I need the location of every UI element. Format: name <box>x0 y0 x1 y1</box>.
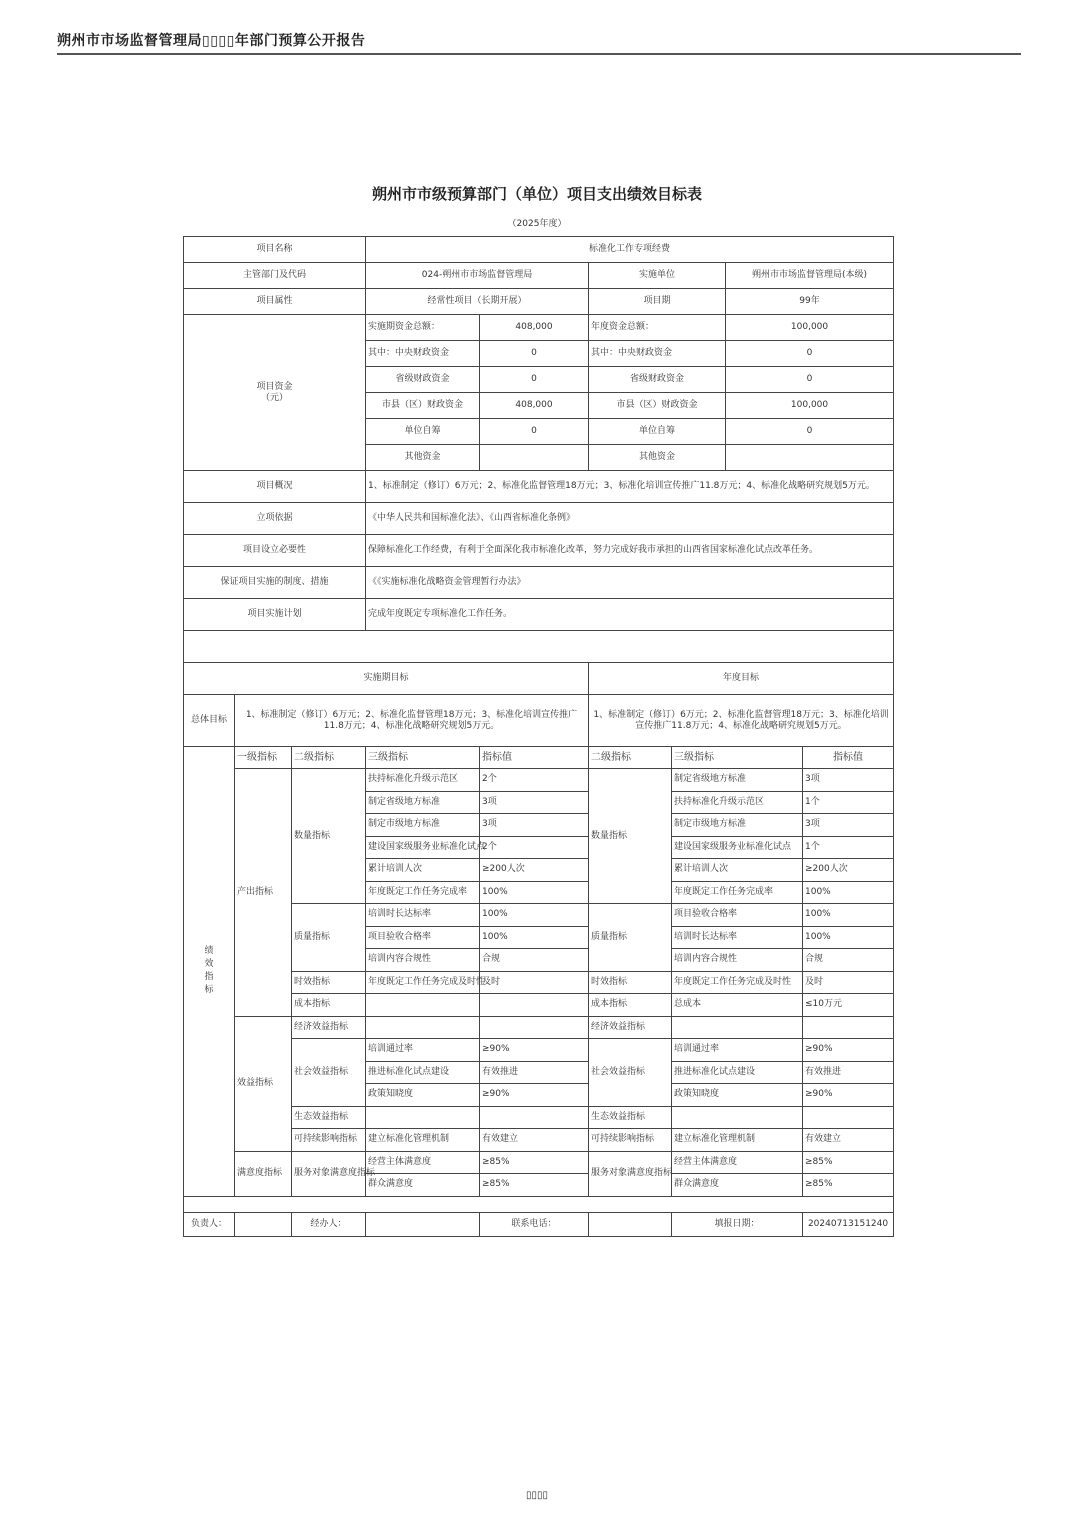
indicator-name-annual: 培训通过率 <box>672 1039 803 1062</box>
indicator-value: ≥90% <box>480 1039 589 1062</box>
overall-target-label: 总体目标 <box>184 695 235 747</box>
indicator-value <box>480 994 589 1017</box>
funds-annual-value: 100,000 <box>726 315 894 341</box>
row-plan <box>184 599 894 631</box>
funds-row <box>184 315 894 341</box>
indicator-name: 经营主体满意度 <box>366 1151 480 1174</box>
cost-indicators-label: 成本指标 <box>292 994 366 1017</box>
indicator-value-annual <box>803 1016 894 1039</box>
funds-period-label: 单位自筹 <box>366 419 480 445</box>
indicator-value: ≥90% <box>480 1084 589 1107</box>
funds-period-value: 0 <box>480 367 589 393</box>
indicator-value-annual: 3项 <box>803 814 894 837</box>
project-attribute-label: 项目属性 <box>184 289 366 315</box>
indicator-name-annual: 建设国家级服务业标准化试点 <box>672 836 803 859</box>
funds-annual-value <box>726 445 894 471</box>
row-indicator-headers <box>184 747 894 769</box>
indicator-name-annual: 培训内容合规性 <box>672 949 803 972</box>
indicator-name: 推进标准化试点建设 <box>366 1061 480 1084</box>
indicator-value-annual <box>803 1106 894 1129</box>
funds-period-label: 市县（区）财政资金 <box>366 393 480 419</box>
sustain-indicators-label: 可持续影响指标 <box>292 1129 366 1152</box>
indicator-value-annual: ≥200人次 <box>803 859 894 882</box>
indicator-value-annual: ≥85% <box>803 1174 894 1197</box>
col-value-header-annual: 指标值 <box>803 747 894 769</box>
indicator-name-annual: 年度既定工作任务完成率 <box>672 881 803 904</box>
indicator-name: 培训时长达标率 <box>366 904 480 927</box>
spacer-cell <box>184 1196 894 1212</box>
header-divider <box>57 53 1021 55</box>
economic-indicators-label-annual: 经济效益指标 <box>589 1016 672 1039</box>
period-target-header: 实施期目标 <box>184 663 589 695</box>
indicator-name-annual: 年度既定工作任务完成及时性 <box>672 971 803 994</box>
project-attribute-value: 经常性项目（长期开展） <box>366 289 589 315</box>
funds-annual-value: 0 <box>726 341 894 367</box>
col-level1-header: 一级指标 <box>235 747 292 769</box>
funds-annual-value: 100,000 <box>726 393 894 419</box>
indicator-value: 2个 <box>480 769 589 792</box>
indicator-value-annual: 100% <box>803 904 894 927</box>
output-indicators-label: 产出指标 <box>235 769 292 1017</box>
page-number: ▯▯▯▯ <box>525 1490 548 1501</box>
indicator-value <box>480 1016 589 1039</box>
row-basis <box>184 503 894 535</box>
indicator-value-annual: 1个 <box>803 836 894 859</box>
indicator-name-annual <box>672 1016 803 1039</box>
indicator-value-annual: ≤10万元 <box>803 994 894 1017</box>
indicator-value-annual: 100% <box>803 926 894 949</box>
document-year: （2025年度） <box>507 219 567 229</box>
funds-period-value: 0 <box>480 341 589 367</box>
spacer-cell <box>184 631 894 663</box>
quantity-indicators-label: 数量指标 <box>292 769 366 904</box>
indicator-row <box>184 769 894 792</box>
indicator-value-annual: ≥90% <box>803 1039 894 1062</box>
overview-label: 项目概况 <box>184 471 366 503</box>
row-department <box>184 263 894 289</box>
economic-indicators-label: 经济效益指标 <box>292 1016 366 1039</box>
indicator-name: 项目验收合格率 <box>366 926 480 949</box>
document-title: 朔州市市级预算部门（单位）项目支出绩效目标表 <box>371 185 702 203</box>
period-target-text: 1、标准制定（修订）6万元；2、标准化监督管理18万元；3、标准化培训宣传推广11.8万元；4、标准化战略研究规划5万元。 <box>235 695 589 747</box>
funds-annual-label: 市县（区）财政资金 <box>589 393 726 419</box>
service-indicators-label-annual: 服务对象满意度指标 <box>589 1151 672 1196</box>
indicator-name <box>366 994 480 1017</box>
funds-period-value: 408,000 <box>480 315 589 341</box>
indicator-value-annual: 1个 <box>803 791 894 814</box>
eco-indicators-label-annual: 生态效益指标 <box>589 1106 672 1129</box>
indicator-name-annual: 扶持标准化升级示范区 <box>672 791 803 814</box>
indicator-value: 合规 <box>480 949 589 972</box>
indicator-name: 制定省级地方标准 <box>366 791 480 814</box>
project-period-value: 99年 <box>726 289 894 315</box>
funds-period-value <box>480 445 589 471</box>
responsible-value <box>235 1212 292 1236</box>
social-indicators-label: 社会效益指标 <box>292 1039 366 1107</box>
indicator-name: 政策知晓度 <box>366 1084 480 1107</box>
indicator-value: 100% <box>480 904 589 927</box>
col-level2-header-annual: 二级指标 <box>589 747 672 769</box>
indicator-row <box>184 1151 894 1174</box>
indicator-value: ≥85% <box>480 1174 589 1197</box>
funds-label-line1: 项目资金 <box>256 381 293 392</box>
phone-value <box>589 1212 672 1236</box>
implementing-unit-label: 实施单位 <box>589 263 726 289</box>
row-signature <box>184 1212 894 1236</box>
indicator-name-annual: 政策知晓度 <box>672 1084 803 1107</box>
performance-target-table <box>183 236 894 1237</box>
department-label: 主管部门及代码 <box>184 263 366 289</box>
eco-indicators-label: 生态效益指标 <box>292 1106 366 1129</box>
indicator-value-annual: 3项 <box>803 769 894 792</box>
funds-annual-label: 其他资金 <box>589 445 726 471</box>
indicator-value: 3项 <box>480 814 589 837</box>
implementing-unit-value: 朔州市市场监督管理局(本级) <box>726 263 894 289</box>
sustain-indicators-label-annual: 可持续影响指标 <box>589 1129 672 1152</box>
indicator-name: 建立标准化管理机制 <box>366 1129 480 1152</box>
funds-label <box>184 315 366 471</box>
fill-date-value: 20240713151240 <box>803 1212 894 1236</box>
overview-value: 1、标准制定（修订）6万元；2、标准化监督管理18万元；3、标准化培训宣传推广11.8万元；4、标准化战略研究规划5万元。 <box>366 471 894 503</box>
indicator-name-annual: 制定市级地方标准 <box>672 814 803 837</box>
handler-label: 经办人： <box>292 1212 366 1236</box>
indicator-value: 有效建立 <box>480 1129 589 1152</box>
funds-period-label: 其他资金 <box>366 445 480 471</box>
necessity-value: 保障标准化工作经费，有利于全面深化我市标准化改革，努力完成好我市承担的山西省国家标准化试点改革任务。 <box>366 535 894 567</box>
indicator-name-annual: 累计培训人次 <box>672 859 803 882</box>
basis-label: 立项依据 <box>184 503 366 535</box>
indicator-name: 累计培训人次 <box>366 859 480 882</box>
indicator-value: ≥85% <box>480 1151 589 1174</box>
row-overview <box>184 471 894 503</box>
timeliness-indicators-label-annual: 时效指标 <box>589 971 672 994</box>
plan-value: 完成年度既定专项标准化工作任务。 <box>366 599 894 631</box>
col-value-header: 指标值 <box>480 747 589 769</box>
indicator-value-annual: 及时 <box>803 971 894 994</box>
funds-period-label: 省级财政资金 <box>366 367 480 393</box>
cost-indicators-label-annual: 成本指标 <box>589 994 672 1017</box>
indicator-value-annual: 有效推进 <box>803 1061 894 1084</box>
project-period-label: 项目期 <box>589 289 726 315</box>
indicator-name-annual: 推进标准化试点建设 <box>672 1061 803 1084</box>
project-name-value: 标准化工作专项经费 <box>366 237 894 263</box>
col-level2-header: 二级指标 <box>292 747 366 769</box>
indicator-name-annual: 建立标准化管理机制 <box>672 1129 803 1152</box>
phone-label: 联系电话： <box>480 1212 589 1236</box>
col-level3-header: 三级指标 <box>366 747 480 769</box>
row-spacer-bottom <box>184 1196 894 1212</box>
row-necessity <box>184 535 894 567</box>
performance-indicators-text: 绩效指标 <box>204 946 214 996</box>
plan-label: 项目实施计划 <box>184 599 366 631</box>
fill-date-label: 填报日期： <box>672 1212 803 1236</box>
indicator-name-annual: 项目验收合格率 <box>672 904 803 927</box>
indicator-row <box>184 1016 894 1039</box>
indicator-value: ≥200人次 <box>480 859 589 882</box>
service-indicators-label: 服务对象满意度指标 <box>292 1151 366 1196</box>
funds-annual-label: 省级财政资金 <box>589 367 726 393</box>
performance-indicators-label <box>184 747 235 1197</box>
satisfaction-indicators-label: 满意度指标 <box>235 1151 292 1196</box>
indicator-value: 及时 <box>480 971 589 994</box>
quantity-indicators-label-annual: 数量指标 <box>589 769 672 904</box>
indicator-value <box>480 1106 589 1129</box>
basis-value: 《中华人民共和国标准化法》、《山西省标准化条例》 <box>366 503 894 535</box>
department-value: 024-朔州市市场监督管理局 <box>366 263 589 289</box>
indicator-name: 年度既定工作任务完成及时性 <box>366 971 480 994</box>
row-project-name <box>184 237 894 263</box>
indicator-name-annual: 群众满意度 <box>672 1174 803 1197</box>
indicator-name: 建设国家级服务业标准化试点 <box>366 836 480 859</box>
indicator-value-annual: 合规 <box>803 949 894 972</box>
indicator-value-annual: ≥90% <box>803 1084 894 1107</box>
indicator-name: 制定市级地方标准 <box>366 814 480 837</box>
handler-value <box>366 1212 480 1236</box>
row-spacer <box>184 631 894 663</box>
row-measures <box>184 567 894 599</box>
indicator-value-annual: 有效建立 <box>803 1129 894 1152</box>
indicator-name <box>366 1106 480 1129</box>
indicator-name <box>366 1016 480 1039</box>
indicator-name: 扶持标准化升级示范区 <box>366 769 480 792</box>
funds-annual-label: 其中：中央财政资金 <box>589 341 726 367</box>
funds-period-label: 其中：中央财政资金 <box>366 341 480 367</box>
indicator-name-annual: 经营主体满意度 <box>672 1151 803 1174</box>
indicator-value: 3项 <box>480 791 589 814</box>
indicator-name-annual: 培训时长达标率 <box>672 926 803 949</box>
necessity-label: 项目设立必要性 <box>184 535 366 567</box>
annual-target-header: 年度目标 <box>589 663 894 695</box>
quality-indicators-label-annual: 质量指标 <box>589 904 672 972</box>
measures-label: 保证项目实施的制度、措施 <box>184 567 366 599</box>
funds-annual-value: 0 <box>726 419 894 445</box>
indicator-name: 群众满意度 <box>366 1174 480 1197</box>
indicator-name-annual <box>672 1106 803 1129</box>
indicator-value-annual: ≥85% <box>803 1151 894 1174</box>
row-overall-target <box>184 695 894 747</box>
funds-annual-value: 0 <box>726 367 894 393</box>
indicator-name: 培训通过率 <box>366 1039 480 1062</box>
timeliness-indicators-label: 时效指标 <box>292 971 366 994</box>
funds-period-value: 408,000 <box>480 393 589 419</box>
indicator-value-annual: 100% <box>803 881 894 904</box>
measures-value: 《《实施标准化战略资金管理暂行办法》 <box>366 567 894 599</box>
funds-label-line2: （元） <box>260 392 288 403</box>
quality-indicators-label: 质量指标 <box>292 904 366 972</box>
project-name-label: 项目名称 <box>184 237 366 263</box>
col-level3-header-annual: 三级指标 <box>672 747 803 769</box>
annual-target-text: 1、标准制定（修订）6万元；2、标准化监督管理18万元；3、标准化培训宣传推广11.8万元；4、标准化战略研究规划5万元。 <box>589 695 894 747</box>
responsible-label: 负责人： <box>184 1212 235 1236</box>
funds-period-value: 0 <box>480 419 589 445</box>
funds-period-label: 实施期资金总额： <box>366 315 480 341</box>
funds-annual-label: 年度资金总额： <box>589 315 726 341</box>
indicator-name-annual: 制定省级地方标准 <box>672 769 803 792</box>
row-target-headers <box>184 663 894 695</box>
indicator-value: 100% <box>480 881 589 904</box>
funds-annual-label: 单位自筹 <box>589 419 726 445</box>
indicator-value: 100% <box>480 926 589 949</box>
page-header: 朔州市市场监督管理局▯▯▯▯年部门预算公开报告 <box>57 33 366 49</box>
indicator-value: 2个 <box>480 836 589 859</box>
indicator-value: 有效推进 <box>480 1061 589 1084</box>
indicator-name: 年度既定工作任务完成率 <box>366 881 480 904</box>
social-indicators-label-annual: 社会效益指标 <box>589 1039 672 1107</box>
row-attribute <box>184 289 894 315</box>
indicator-name-annual: 总成本 <box>672 994 803 1017</box>
indicator-name: 培训内容合规性 <box>366 949 480 972</box>
benefit-indicators-label: 效益指标 <box>235 1016 292 1151</box>
